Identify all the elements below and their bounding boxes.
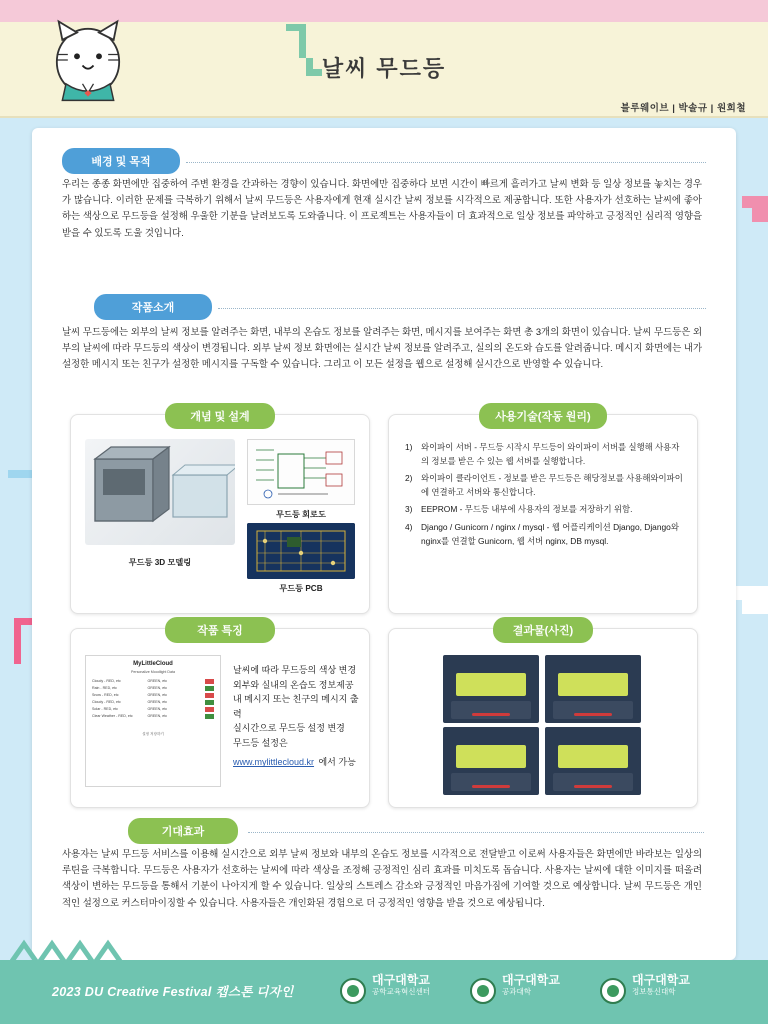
result-photo (545, 655, 641, 723)
author-line: 블루웨이브 | 박솔규 | 원희철 (620, 103, 746, 114)
moodlamp-schematic-image (247, 439, 355, 505)
university-dept: 공학교육혁신센터 (372, 986, 430, 996)
deco-white-step-2 (742, 600, 768, 614)
tech-list (405, 441, 685, 552)
section-label-effect: 기대효과 (128, 818, 238, 844)
poster-header (0, 0, 768, 118)
university-seal-icon (470, 978, 496, 1004)
color-chip-red (205, 693, 214, 698)
results-box (388, 625, 698, 808)
tech-item-number: 1) (405, 442, 413, 452)
tech-item-number: 4) (405, 522, 413, 533)
feature-line: 실시간으로 무드등 설정 변경 (233, 723, 345, 734)
webshot-row (86, 706, 220, 713)
webshot-row-right: GREEN, etc (147, 700, 168, 704)
color-chip-red (205, 679, 214, 684)
tech-item-text: 와이파이 클라이언트 - 정보를 받은 무드등은 해당정보를 사용해와이파이에 연결하고 서버와 통신합니다. (421, 473, 683, 497)
webshot-row-right: GREEN, etc (147, 707, 168, 711)
footer-title: 2023 DU Creative Festival 캡스톤 디자인 (52, 985, 294, 999)
features-box (70, 625, 370, 808)
feature-text-block (233, 663, 363, 770)
tech-item-number: 2) (405, 473, 413, 484)
webshot-row-left: Cloudy - RED, etc (92, 700, 121, 704)
design-box (70, 411, 370, 614)
university-seal-icon (340, 978, 366, 1004)
webshot-subtitle: Personalize Moodlight Data (131, 670, 175, 674)
deco-pink-step-1 (742, 196, 768, 208)
webshot-row (86, 692, 220, 699)
deco-pink-corner-2 (14, 648, 30, 664)
moodlamp-3d-image (85, 439, 235, 545)
caption-schematic: 무드등 회로도 (276, 510, 326, 519)
tech-item-number: 3) (405, 504, 413, 515)
feature-line: 무드등 설정은 (233, 737, 288, 748)
tech-item (405, 503, 685, 517)
tech-item (405, 472, 685, 499)
result-photo (443, 655, 539, 723)
color-chip-red (205, 707, 214, 712)
result-photo (443, 727, 539, 795)
section-label-intro: 작품소개 (94, 294, 212, 320)
web-settings-screenshot (85, 655, 221, 787)
webshot-row-left: Cloudy - RED, etc (92, 679, 121, 683)
caption-3d: 무드등 3D 모델링 (128, 558, 192, 567)
webshot-row-left: Snow - RED, etc (92, 693, 119, 697)
content-card (32, 128, 736, 960)
divider-effect (248, 832, 704, 833)
webshot-row (86, 713, 220, 720)
university-name: 대구대학교 (502, 973, 560, 987)
color-chip-green (205, 700, 214, 705)
university-name: 대구대학교 (372, 973, 430, 987)
webshot-row-left: Solar - RED, etc (92, 707, 118, 711)
feature-line: 내 메시지 또는 친구의 메시지 출력 (233, 694, 359, 719)
tech-box (388, 411, 698, 614)
university-logo-3 (600, 974, 690, 996)
color-chip-green (205, 714, 214, 719)
tech-item (405, 521, 685, 548)
webshot-row-left: Clear Weather - RED, etc (92, 714, 133, 718)
tech-item-text: Django / Gunicorn / nginx / mysql - 웹 어플리케이션 Django, Django와 nginx를 연결할 Gunicorn, 웹 서버 nginx, DB mysql. (421, 522, 679, 546)
webshot-title: MyLittleCloud (133, 661, 173, 667)
deco-pink-step-2 (752, 208, 768, 222)
divider-intro (218, 308, 706, 309)
zigzag-decoration-icon (10, 938, 130, 966)
section-text-background: 우리는 종종 화면에만 집중하여 주변 환경을 간과하는 경향이 있습니다. 화면에만 집중하다 보면 시간이 빠르게 흘러가고 날씨 변화 등 일상 정보를 놓치는 경우가 많습니다. 이러한 문제를 극복하기 위해서 날씨 무드등은 사용자에게 현재 실시간 날씨 정보를 시각적으로 제공합니다. 또한 사용자가 선호하는 날씨에 좋아하는 색상으로 무드등을 설정해 우울한 기분을 날려보도록 도와줍니다. 이 프로젝트는 사용자들이 더 효과적으로 일상 정보를 파악하고 긍정적인 심리적 영향을 받을 수 있도록 도울 것입니다. (62, 178, 702, 238)
feature-line: 날씨에 따라 무드등의 색상 변경 (233, 665, 357, 675)
divider-background (186, 162, 706, 163)
webshot-row-right: GREEN, etc (147, 714, 168, 718)
section-label-result: 결과물(사진) (493, 617, 593, 643)
university-seal-icon (600, 978, 626, 1004)
tech-item (405, 441, 685, 468)
webshot-row (86, 678, 220, 685)
webshot-row-left: Rain - RED, etc (92, 686, 117, 690)
tech-item-text: EEPROM - 무드등 내부에 사용자의 정보를 저장하기 위함. (421, 504, 633, 515)
poster-footer (0, 960, 768, 1024)
section-text-effect: 사용자는 날씨 무드등 서비스를 이용해 실시간으로 외부 날씨 정보와 내부의 온습도 정보를 시각적으로 전달받고 이로써 사용자들은 화면에만 바라보는 일상의 루틴을 극복합니다. 무드등은 사용자가 선호하는 날씨에 따라 색상을 조정해 긍정적인 심리 효과를 미치도록 돕습니다. 사용자는 날씨에 대한 이미지를 떠올려 색상이 변하는 무드등을 통해서 기분이 나아지게 할 수 있습니다. 일상의 스트레스 감소와 긍정적인 마음가짐에 기여할 것으로 예상합니다. 날씨 무드등은 개인적인 설정으로 커스터마이징할 수 있습니다. 사용자들은 개인화된 경험으로 더 긍정적인 영향을 받을 것으로 예상됩니다. (62, 848, 702, 908)
section-label-background: 배경 및 목적 (62, 148, 180, 174)
university-logo-1 (340, 974, 430, 996)
page-title: 날씨 무드등 (321, 56, 447, 81)
webshot-row (86, 685, 220, 692)
section-text-intro: 날씨 무드등에는 외부의 날씨 정보를 알려주는 화면, 내부의 온습도 정보를 알려주는 화면, 메시지를 보여주는 화면 총 3개의 화면이 있습니다. 날씨 무드등은 외부의 날씨에 따라 무드등의 색상이 변경됩니다. 외부 날씨 정보 화면에는 실시간 날씨 정보를 알려주고, 실의의 온도와 습도를 알려줍니다. 메시지 화면에는 내가 설정한 메시지 또는 친구가 설정한 메시지를 구독할 수 있습니다. 그리고 이 모든 설정을 웹으로 설정해 실시간으로 반영할 수 있습니다. (62, 326, 702, 370)
university-logo-2 (470, 974, 560, 996)
webshot-row (86, 699, 220, 706)
moodlamp-pcb-image (247, 523, 355, 579)
university-dept: 공과대학 (502, 986, 531, 996)
feature-link-suffix: 에서 가능 (318, 757, 356, 768)
tech-item-text: 와이파이 서버 - 무드등 시작시 무드등이 와이파이 서버를 실행해 사용자의 정보를 받은 수 있는 웹 서버를 실행합니다. (421, 442, 680, 466)
section-label-design: 개념 및 설계 (165, 403, 275, 429)
webshot-row-right: GREEN, etc (147, 686, 168, 690)
webshot-row-right: GREEN, etc (147, 693, 168, 697)
settings-site-link[interactable]: www.mylittlecloud.kr (233, 757, 315, 768)
webshot-row-right: GREEN, etc (147, 679, 168, 683)
result-photo (545, 727, 641, 795)
section-label-features: 작품 특징 (165, 617, 275, 643)
section-label-tech: 사용기술(작동 원리) (479, 403, 607, 429)
university-dept: 정보통신대학 (632, 986, 676, 996)
caption-pcb: 무드등 PCB (279, 584, 323, 593)
university-name: 대구대학교 (632, 973, 690, 987)
color-chip-green (205, 686, 214, 691)
feature-line: 외부와 실내의 온습도 정보제공 (233, 679, 354, 690)
webshot-footer: 설정 저장하기 (142, 732, 164, 736)
